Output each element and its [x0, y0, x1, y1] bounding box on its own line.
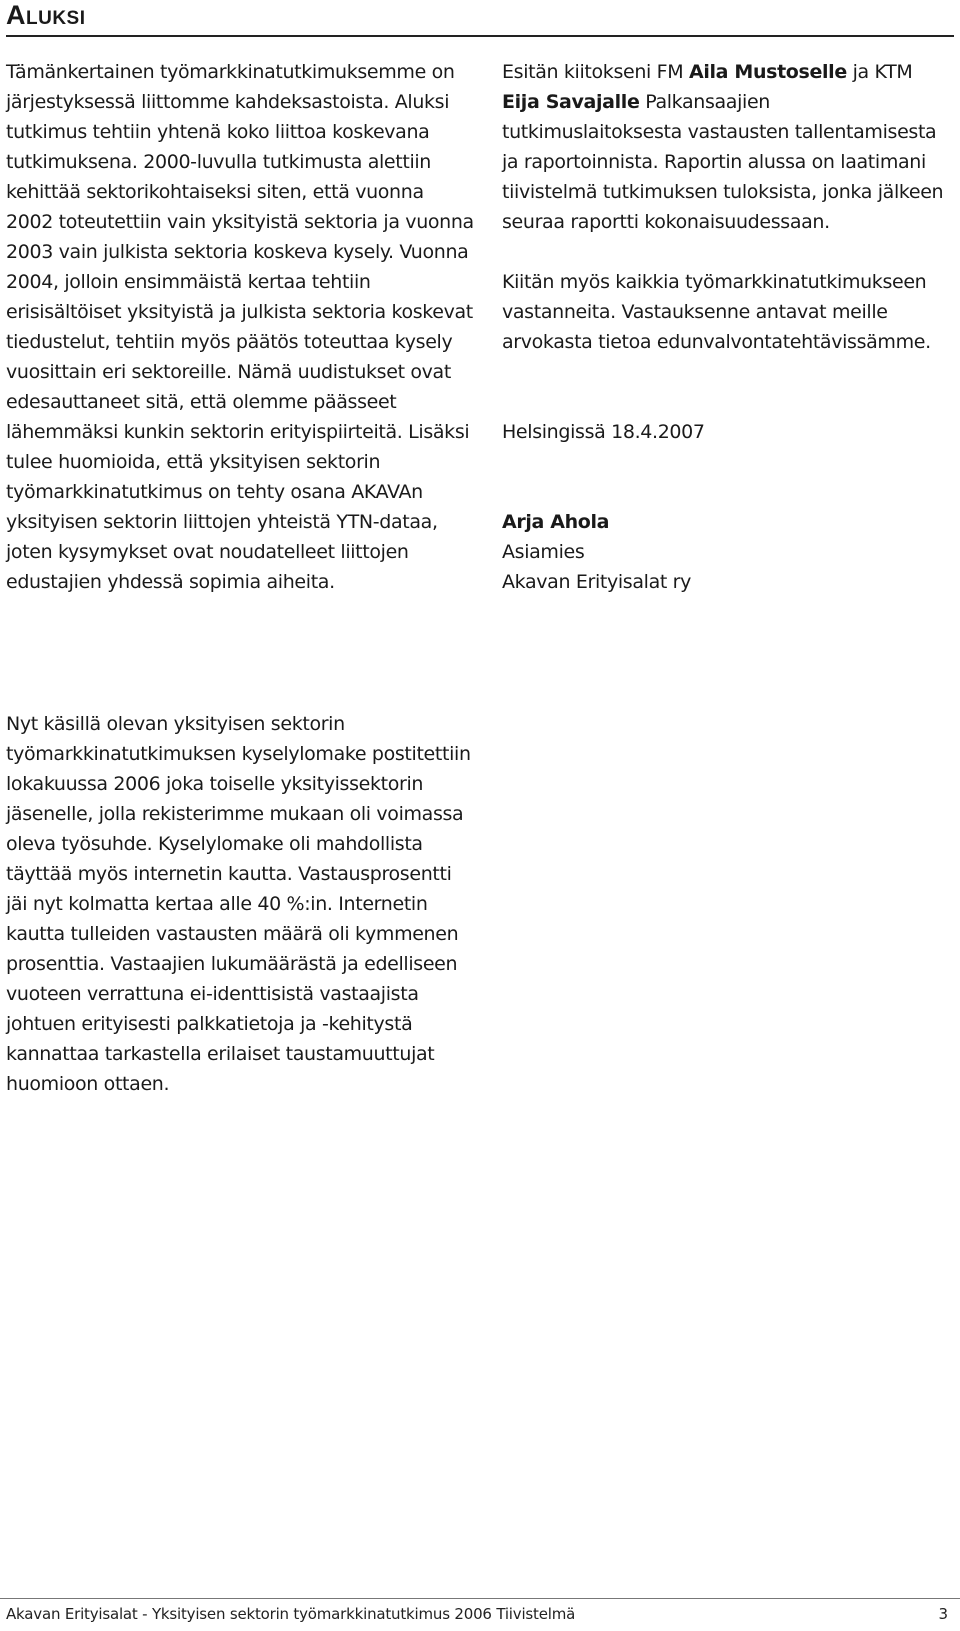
thanks-name-1: Aila Mustoselle — [688, 61, 847, 83]
footer-rule — [0, 1598, 960, 1599]
respondents-paragraph: Kiitän myös kaikkia työmarkkinatutkimukseen vastanneita. Vastauksenne antavat meille arvokasta tietoa edunvalvontatehtävissämme. — [502, 271, 931, 353]
thanks-name-2: Eija Savajalle — [502, 91, 640, 113]
page-number: 3 — [938, 1605, 948, 1623]
thanks-mid-1: ja KTM — [846, 61, 913, 83]
left-column-bottom — [6, 709, 476, 1099]
signature-title: Asiamies — [502, 541, 585, 563]
place-date: Helsingissä 18.4.2007 — [502, 421, 705, 443]
signature-org: Akavan Erityisalat ry — [502, 571, 692, 593]
intro-paragraph: Tämänkertainen työmarkkinatutkimuksemme on järjestyksessä liittomme kahdeksastoista. Aluksi tutkimus tehtiin yhtenä koko liittoa koskevana tutkimuksena. 2000-luvulla tutkimusta alettiin kehittää sektorikohtaiseksi siten, että vuonna 2002 toteutettiin vain yksityistä sektoria ja vuonna 2003 vain julkista sektoria koskeva kysely. Vuonna 2004, jolloin ensimmäistä kertaa tehtiin erisisältöiset yksityistä ja julkista sektoria koskevat tiedustelut, tehtiin myös päätös toteuttaa kysely vuosittain eri sektoreille. Nämä uudistukset ovat edesauttaneet sitä, että olemme päässeet lähemmäksi kunkin sektorin erityispiirteitä. Lisäksi tulee huomioida, että yksityisen sektorin työmarkkinatutkimus on tehty osana AKAVAn yksityisen sektorin liittojen yhteistä YTN-dataa, joten kysymykset ovat noudatelleet liittojen edustajien yhdessä sopimia aiheita. — [6, 61, 474, 593]
survey-paragraph: Nyt käsillä olevan yksityisen sektorin työmarkkinatutkimuksen kyselylomake postitettiin lokakuussa 2006 joka toiselle yksityissektorin jäsenelle, jolla rekisterimme mukaan oli voimassa oleva työsuhde. Kyselylomake oli mahdollista täyttää myös internetin kautta. Vastausprosentti jäi nyt kolmatta kertaa alle 40 %:in. Internetin kautta tulleiden vastausten määrä oli kymmenen prosenttia. Vastaajien lukumäärästä ja edelliseen vuoteen verrattuna ei-identtisistä vastaajista johtuen erityisesti palkkatietoja ja -kehitystä kannattaa tarkastella erilaiset taustamuuttujat huomioon ottaen. — [6, 713, 471, 1095]
thanks-paragraph — [502, 57, 952, 237]
signature-name: Arja Ahola — [502, 511, 610, 533]
footer-text: Akavan Erityisalat - Yksityisen sektorin työmarkkinatutkimus 2006 Tiivistelmä — [6, 1605, 576, 1623]
left-column-top — [6, 57, 476, 597]
thanks-rest: Palkansaajien tutkimuslaitoksesta vastausten tallentamisesta ja raportoinnista. Raportin alussa on laatimani tiivistelmä tutkimuksen tuloksista, jonka jälkeen seuraa raportti kokonaisuudessaan. — [502, 91, 944, 233]
thanks-intro: Esitän kiitokseni FM — [502, 61, 689, 83]
page-heading: Aluksi — [6, 0, 86, 30]
right-column — [502, 57, 952, 597]
heading-rule — [6, 35, 954, 37]
